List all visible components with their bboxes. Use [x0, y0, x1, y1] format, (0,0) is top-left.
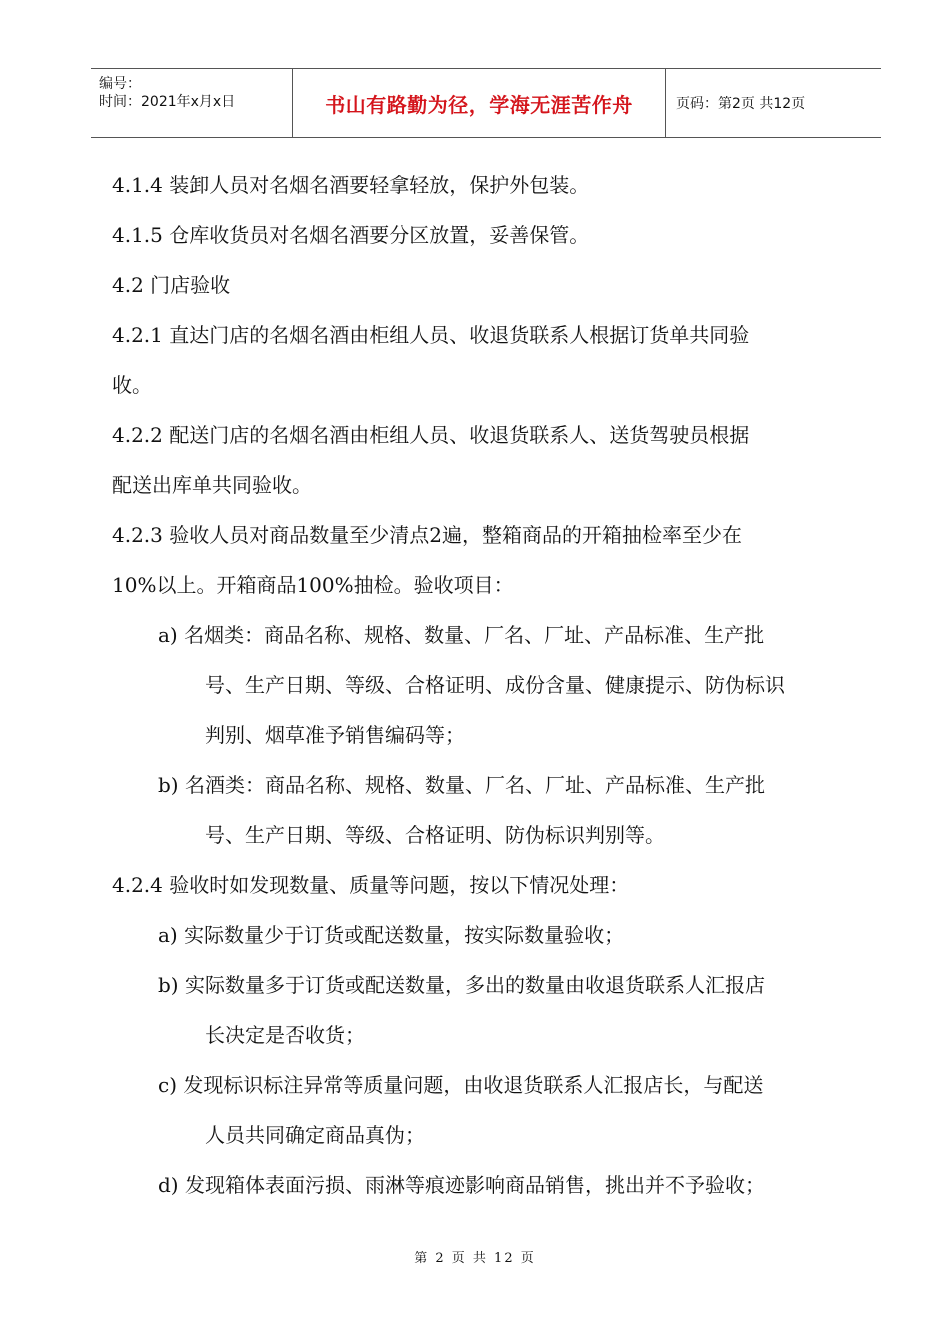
header-meta-cell	[91, 69, 293, 137]
header-page-cell	[666, 69, 881, 137]
list-item-b-quantity-more: b) 实际数量多于订货或配送数量，多出的数量由收退货联系人汇报店	[158, 973, 765, 997]
list-item-a-cont-2: 判别、烟草准予销售编码等；	[205, 723, 465, 747]
page-footer: 第 2 页 共 12 页	[414, 1251, 536, 1266]
header-motto-cell	[293, 69, 666, 137]
code-label: 编号：	[99, 76, 141, 92]
line-4-2-1-cont: 收。	[112, 373, 152, 397]
line-4-2-4: 4.2.4 验收时如发现数量、质量等问题，按以下情况处理：	[112, 873, 630, 897]
section-heading-4-2: 4.2 门店验收	[112, 273, 231, 297]
line-4-2-1: 4.2.1 直达门店的名烟名酒由柜组人员、收退货联系人根据订货单共同验	[112, 323, 750, 347]
list-item-b-cont: 号、生产日期、等级、合格证明、防伪标识判别等。	[205, 823, 665, 847]
list-item-b-cont: 长决定是否收货；	[205, 1023, 365, 1047]
list-item-b-liquor: b) 名酒类：商品名称、规格、数量、厂名、厂址、产品标准、生产批	[158, 773, 765, 797]
list-item-d-damage: d) 发现箱体表面污损、雨淋等痕迹影响商品销售，挑出并不予验收；	[158, 1173, 765, 1197]
page-info: 页码：第2页 共12页	[676, 96, 806, 112]
page-header	[91, 68, 881, 138]
line-4-2-3: 4.2.3 验收人员对商品数量至少清点2遍，整箱商品的开箱抽检率至少在	[112, 523, 742, 547]
line-4-1-5: 4.1.5 仓库收货员对名烟名酒要分区放置，妥善保管。	[112, 223, 590, 247]
list-item-a-quantity-less: a) 实际数量少于订货或配送数量，按实际数量验收；	[158, 923, 625, 947]
list-item-a-cont-1: 号、生产日期、等级、合格证明、成份含量、健康提示、防伪标识	[205, 673, 785, 697]
line-4-2-2-cont: 配送出库单共同验收。	[112, 473, 312, 497]
motto-text: 书山有路勤为径，学海无涯苦作舟	[325, 92, 633, 117]
list-item-c-quality: c) 发现标识标注异常等质量问题，由收退货联系人汇报店长，与配送	[158, 1073, 764, 1097]
list-item-c-cont: 人员共同确定商品真伪；	[205, 1123, 425, 1147]
list-item-a-cigarettes: a) 名烟类：商品名称、规格、数量、厂名、厂址、产品标准、生产批	[158, 623, 765, 647]
line-4-1-4: 4.1.4 装卸人员对名烟名酒要轻拿轻放，保护外包装。	[112, 173, 590, 197]
line-4-2-2: 4.2.2 配送门店的名烟名酒由柜组人员、收退货联系人、送货驾驶员根据	[112, 423, 750, 447]
time-label: 时间：2021年x月x日	[99, 94, 236, 110]
line-4-2-3-cont: 10%以上。开箱商品100%抽检。验收项目：	[112, 573, 514, 597]
